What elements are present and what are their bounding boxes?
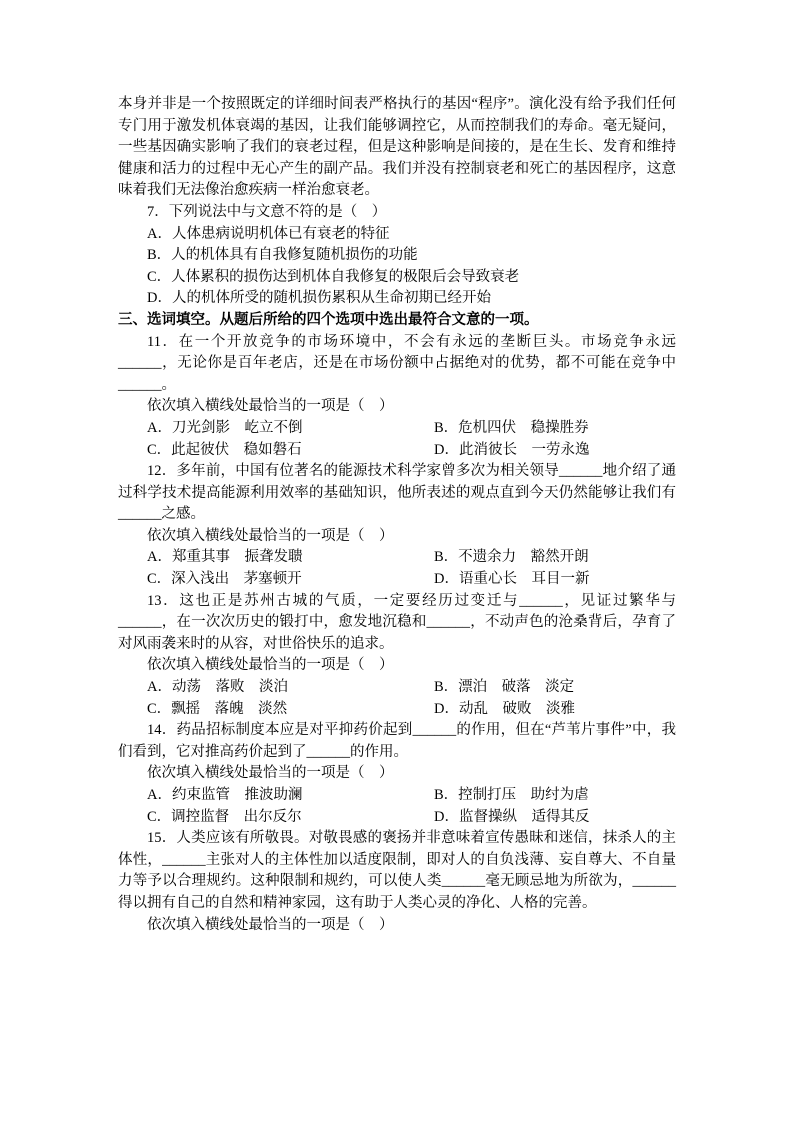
question-7-option-b: B．人的机体具有自我修复随机损伤的功能 [147, 247, 418, 264]
question-11-options-row-1 [118, 418, 676, 440]
question-13-options-row-2 [118, 699, 676, 721]
question-12-options-row-2 [118, 569, 676, 591]
question-14-fill-prompt: 依次填入横线处最恰当的一项是（ ） [147, 765, 394, 782]
question-13-stem: 13．这也正是苏州古城的气质，一定要经历过变迁与______，见证过繁华与______，在一次次历史的锻打中，愈发地沉稳和______，不动声色的沧桑背后，孕育了对风雨袭来时的从容，对世俗快乐的追求。 [118, 592, 676, 652]
question-11-options-row-2 [118, 440, 676, 462]
question-11-fill-prompt: 依次填入横线处最恰当的一项是（ ） [147, 398, 394, 415]
question-7-option-d: D．人的机体所受的随机损伤累积从生命初期已经开始 [147, 290, 491, 307]
question-15-fill-prompt: 依次填入横线处最恰当的一项是（ ） [147, 916, 394, 933]
question-14-option-d: D．监督操纵 适得其反 [434, 808, 590, 825]
question-12-option-a: A．郑重其事 振聋发聩 [147, 549, 303, 566]
question-11-stem: 11．在一个开放竞争的市场环境中，不会有永远的垄断巨头。市场竞争永远______，无论你是百年老店，还是在市场份额中占据绝对的优势，都不可能在竞争中______。 [118, 333, 676, 393]
question-14-option-c: C．调控监督 出尔反尔 [147, 808, 302, 825]
question-13-options-row-1 [118, 677, 676, 699]
question-14-option-b: B．控制打压 助纣为虐 [434, 787, 589, 803]
intro-paragraph: 本身并非是一个按照既定的详细时间表严格执行的基因“程序”。演化没有给予我们任何专门用于激发机体衰竭的基因，让我们能够调控它，从而控制我们的寿命。毫无疑问，一些基因确实影响了我们的衰老过程，但是这种影响是间接的，是在生长、发育和维持健康和活力的过程中无心产生的副产品。我们并没有控制衰老和死亡的基因程序，这意味着我们无法像治愈疾病一样治愈衰老。 [118, 96, 676, 199]
question-12-option-b: B．不遗余力 豁然开朗 [434, 549, 589, 566]
question-14-option-a: A．约束监管 推波助澜 [147, 787, 303, 803]
question-12-fill-prompt: 依次填入横线处最恰当的一项是（ ） [147, 527, 394, 544]
question-7-option-a: A．人体患病说明机体已有衰老的特征 [147, 225, 390, 242]
question-14-options-row-1 [118, 785, 676, 807]
question-12-option-d: D．语重心长 耳目一新 [434, 571, 590, 588]
question-14-options-row-2 [118, 807, 676, 829]
question-7-option-c: C．人体累积的损伤达到机体自我修复的极限后会导致衰老 [147, 268, 520, 285]
question-11-option-a: A．刀光剑影 屹立不倒 [147, 419, 303, 436]
page-content [118, 94, 676, 936]
question-13-fill-prompt: 依次填入横线处最恰当的一项是（ ） [147, 657, 394, 674]
section-3-heading: 三、选词填空。从题后所给的四个选项中选出最符合文意的一项。 [118, 311, 539, 328]
question-15-stem: 15．人类应该有所敬畏。对敬畏感的褒扬并非意味着宣传愚昧和迷信，抹杀人的主体性，______主张对人的主体性加以适度限制，即对人的自负浅薄、妄自尊大、不自量力等予以合理规约。这种限制和规约，可以使人类______毫无顾忌地为所欲为，______得以拥有自己的自然和精神家园，这有助于人类心灵的净化、人格的完善。 [118, 830, 676, 911]
question-14-stem: 14．药品招标制度本应是对平抑药价起到______的作用，但在“芦苇片事件”中，我们看到，它对推高药价起到了______的作用。 [118, 722, 676, 760]
question-11-option-d: D．此消彼长 一劳永逸 [434, 441, 590, 458]
question-13-option-d: D．动乱 破败 淡雅 [434, 700, 575, 717]
question-12-stem: 12．多年前，中国有位著名的能源技术科学家曾多次为相关领导______地介绍了通过科学技术提高能源利用效率的基础知识，他所表述的观点直到今天仍然能够让我们有______之感。 [118, 463, 676, 523]
question-11-option-b: B．危机四伏 稳操胜券 [434, 419, 589, 436]
question-12-option-c: C．深入浅出 茅塞顿开 [147, 571, 302, 588]
question-12-options-row-1 [118, 547, 676, 569]
question-7-stem: 7．下列说法中与文意不符的是（ ） [147, 203, 387, 220]
question-13-option-b: B．漂泊 破落 淡定 [434, 679, 575, 696]
question-11-option-c: C．此起彼伏 稳如磐石 [147, 441, 302, 458]
question-13-option-a: A．动荡 落败 淡泊 [147, 679, 288, 696]
question-13-option-c: C．飘摇 落魄 淡然 [147, 700, 288, 717]
